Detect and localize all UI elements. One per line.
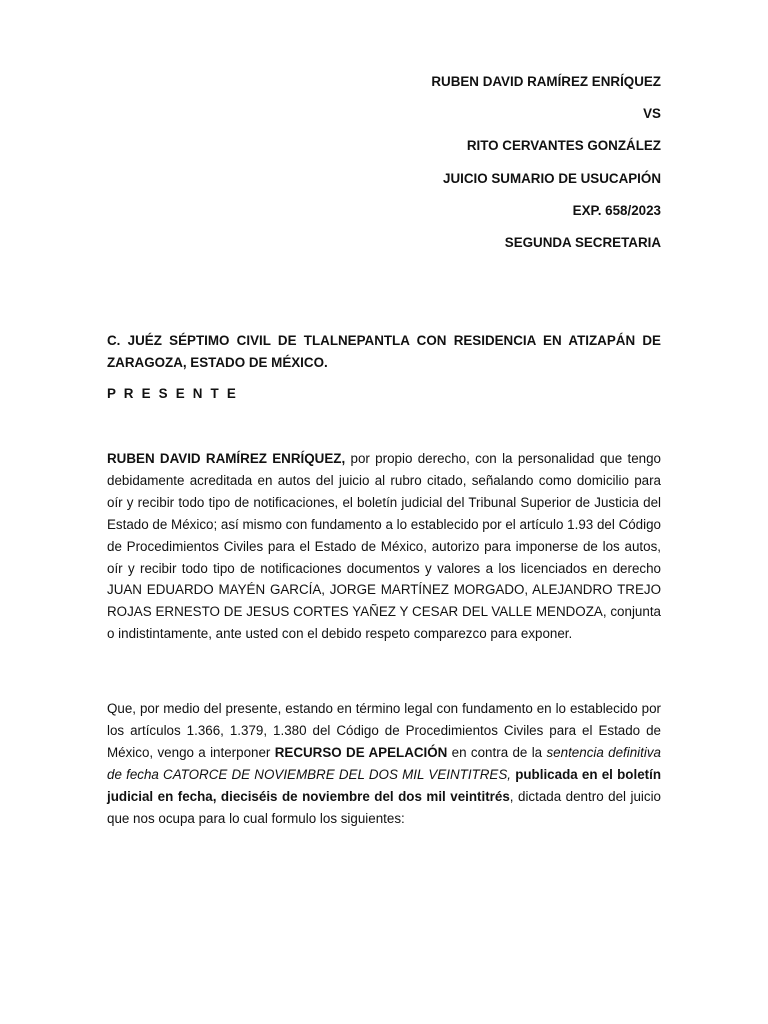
petitioner-name: RUBEN DAVID RAMÍREZ ENRÍQUEZ, [107, 451, 346, 466]
addressee-line: C. JUÉZ SÉPTIMO CIVIL DE TLALNEPANTLA CON RESIDENCIA EN ATIZAPÁN DE ZARAGOZA, ESTADO DE MÉXICO. [107, 333, 661, 370]
versus-label: VS [643, 106, 661, 122]
intro-paragraph [107, 448, 661, 645]
intro-paragraph-text: por propio derecho, con la personalidad que tengo debidamente acreditada en autos del juicio al rubro citado, señalando como domicilio para oír y recibir todo tipo de notificaciones, el boletín judicial del Tribunal Superior de Justicia del Estado de México; así mismo con fundamento a lo establecido por el artículo 1.93 del Código de Procedimientos Civiles para el Estado de México, autorizo para imponerse de los autos, oír y recibir todo tipo de notificaciones documentos y valores a los licenciados en derecho JUAN EDUARDO MAYÉN GARCÍA, JORGE MARTÍNEZ MORGADO, ALEJANDRO TREJO ROJAS ERNESTO DE JESUS CORTES YAÑEZ Y CESAR DEL VALLE MENDOZA, conjunta o indistintamente, ante usted con el debido respeto comparezco para exponer. [107, 451, 661, 642]
appeal-publication-date: publicada en el boletín judicial en fecha, dieciséis de noviembre del dos mil veintitrés [107, 766, 661, 804]
file-number: EXP. 658/2023 [572, 202, 661, 218]
appeal-text-a: Que, por medio del presente, estando en término legal con fundamento en lo establecido por los artículos 1.366, 1.379, 1.380 del Código de Procedimientos Civiles para el Estado de México, vengo a interponer [107, 701, 661, 760]
document-page [107, 0, 661, 1024]
appeal-text-d: , dictada dentro del juicio que nos ocupa para lo cual formulo los siguientes: [107, 788, 661, 826]
appeal-recurso: RECURSO DE APELACIÓN [274, 744, 448, 760]
defendant-name: RITO CERVANTES GONZÁLEZ [466, 138, 661, 154]
case-type: JUICIO SUMARIO DE USUCAPIÓN [443, 170, 661, 186]
appeal-paragraph [107, 698, 661, 829]
appeal-text-b: en contra de la [447, 744, 547, 760]
case-header [107, 71, 661, 264]
plaintiff-name: RUBEN DAVID RAMÍREZ ENRÍQUEZ [431, 74, 661, 89]
secretariat: SEGUNDA SECRETARIA [504, 234, 661, 250]
presente-heading: P R E S E N T E [107, 386, 238, 401]
appeal-sentence-date: sentencia definitiva de fecha CATORCE DE NOVIEMBRE DEL DOS MIL VEINTITRES, [107, 744, 661, 782]
